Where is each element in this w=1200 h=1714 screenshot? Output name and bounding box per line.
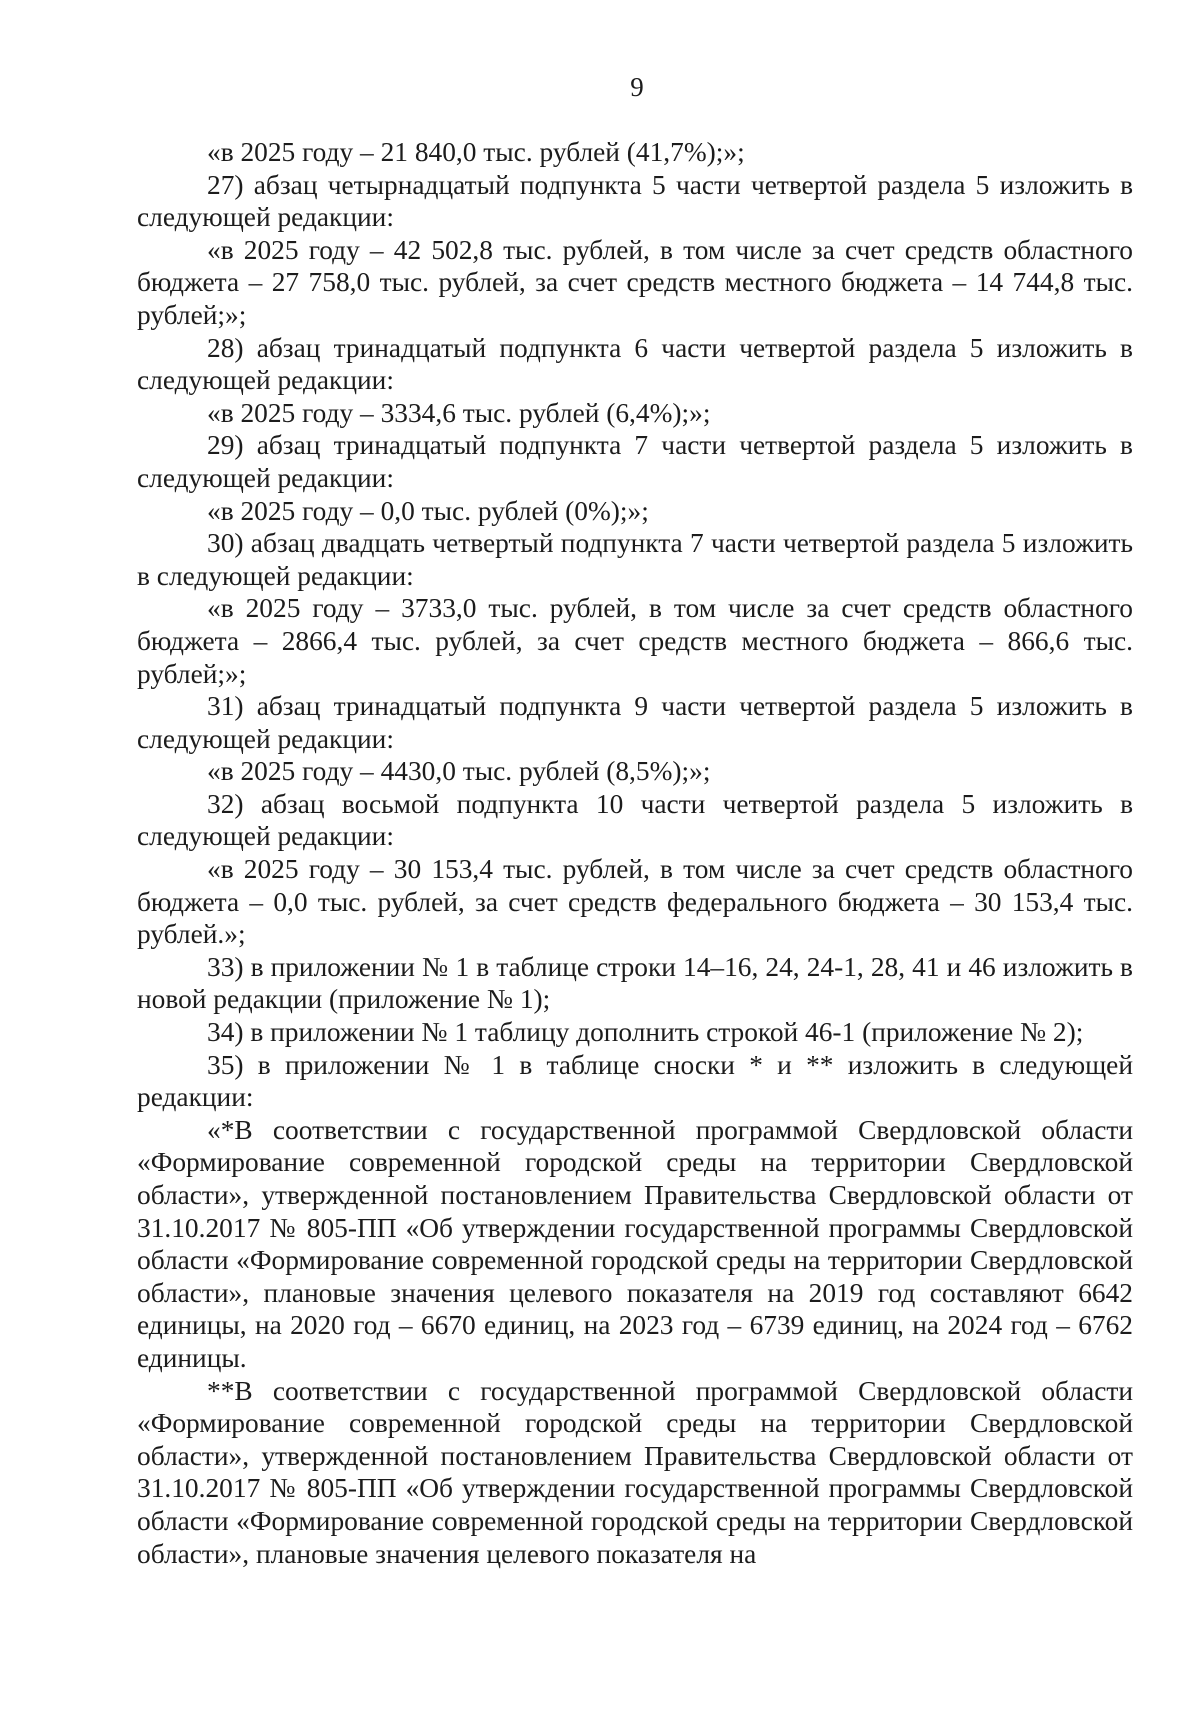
paragraph-quote-2025-4430: «в 2025 году – 4430,0 тыс. рублей (8,5%);»; bbox=[207, 756, 711, 787]
paragraph-item-35: 35) в приложении № 1 в таблице сноски * и ** изложить в следующей редакции: bbox=[137, 1049, 1133, 1113]
paragraph-quote-2025-30153: «в 2025 году – 30 153,4 тыс. рублей, в том числе за счет средств областного бюджета – 0,0 тыс. рублей, за счет средств федерального бюджета – 30 153,4 тыс. рублей.»; bbox=[137, 854, 1133, 950]
paragraph-item-29: 29) абзац тринадцатый подпункта 7 части четвертой раздела 5 изложить в следующей редакции: bbox=[137, 430, 1133, 493]
page-number: 9 bbox=[630, 72, 644, 102]
footnote-single-asterisk: «*В соответствии с государственной программой Свердловской области «Формирование современной городской среды на территории Свердловской области», утвержденной постановлением Правительства Свердловской области от 31.10.2017 № 805-ПП «Об утверждении государственной программы Свердловской области «Формирование современной городской среды на территории Свердловской области», плановые значения целевого показателя на 2019 год составляют 6642 единицы, на 2020 год – 6670 единиц, на 2023 год – 6739 единиц, на 2024 год – 6762 единицы. bbox=[137, 1114, 1133, 1373]
paragraph-item-27: 27) абзац четырнадцатый подпункта 5 части четвертой раздела 5 изложить в следующей редакции: bbox=[137, 169, 1133, 233]
paragraph-item-30: 30) абзац двадцать четвертый подпункта 7 части четвертой раздела 5 изложить в следующей редакции: bbox=[137, 528, 1133, 591]
paragraph-quote-2025-3733: «в 2025 году – 3733,0 тыс. рублей, в том числе за счет средств областного бюджета – 2866,4 тыс. рублей, за счет средств местного бюджета – 866,6 тыс. рублей;»; bbox=[137, 593, 1133, 689]
paragraph-item-32: 32) абзац восьмой подпункта 10 части четвертой раздела 5 изложить в следующей редакции: bbox=[137, 788, 1133, 852]
paragraph-item-33: 33) в приложении № 1 в таблице строки 14–16, 24, 24-1, 28, 41 и 46 изложить в новой редакции (приложение № 1); bbox=[137, 951, 1133, 1015]
paragraph-quote-2025-42502: «в 2025 году – 42 502,8 тыс. рублей, в том числе за счет средств областного бюджета – 27 758,0 тыс. рублей, за счет средств местного бюджета – 14 744,8 тыс. рублей;»; bbox=[137, 234, 1133, 330]
paragraph-quote-2025-21840: «в 2025 году – 21 840,0 тыс. рублей (41,7%);»; bbox=[207, 137, 745, 167]
paragraph-item-28: 28) абзац тринадцатый подпункта 6 части четвертой раздела 5 изложить в следующей редакции: bbox=[137, 332, 1133, 396]
paragraph-item-34: 34) в приложении № 1 таблицу дополнить строкой 46-1 (приложение № 2); bbox=[207, 1017, 1084, 1048]
paragraph-quote-2025-0: «в 2025 году – 0,0 тыс. рублей (0%);»; bbox=[207, 495, 649, 526]
paragraph-quote-2025-3334: «в 2025 году – 3334,6 тыс. рублей (6,4%);»; bbox=[207, 397, 711, 428]
footnote-double-asterisk: **В соответствии с государственной программой Свердловской области «Формирование современной городской среды на территории Свердловской области», утвержденной постановлением Правительства Свердловской области от 31.10.2017 № 805-ПП «Об утверждении государственной программы Свердловской области «Формирование современной городской среды на территории Свердловской области», плановые значения целевого показателя на bbox=[137, 1375, 1133, 1569]
document-body bbox=[137, 136, 1133, 1570]
paragraph-item-31: 31) абзац тринадцатый подпункта 9 части четвертой раздела 5 изложить в следующей редакции: bbox=[137, 691, 1133, 754]
